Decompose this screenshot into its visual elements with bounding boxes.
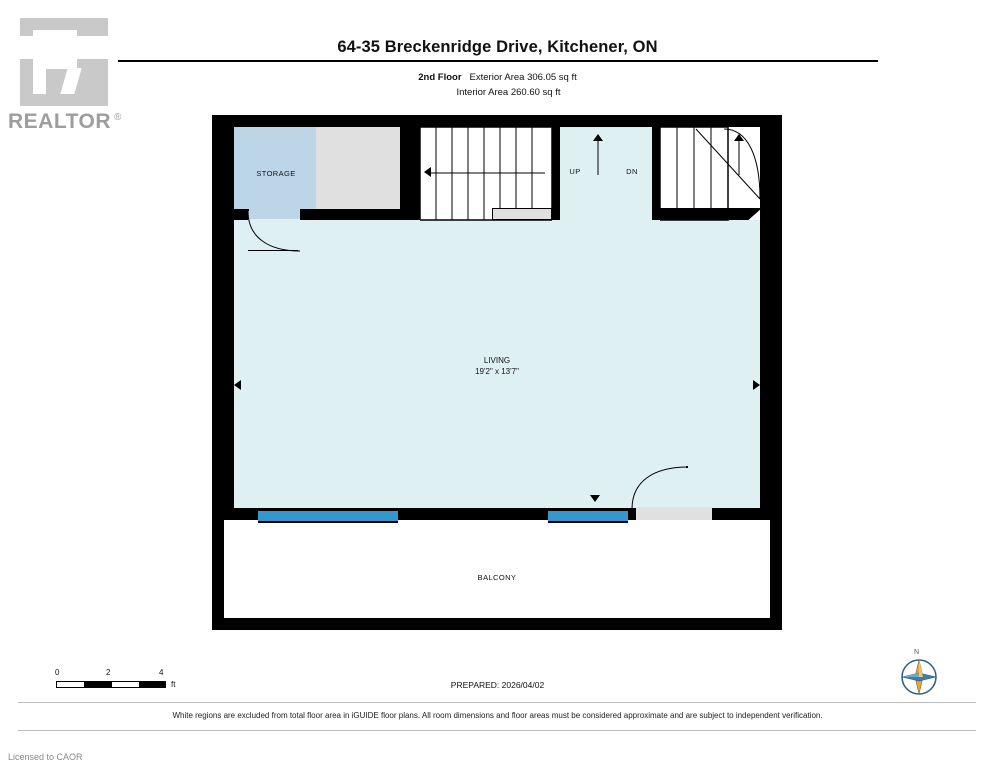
scale-tick-1: 2 [106, 668, 111, 677]
wall-top [212, 115, 782, 127]
entry-landing-wall [660, 208, 728, 220]
compass-north-label: N [914, 649, 920, 656]
interior-area: Interior Area 260.60 sq ft [456, 87, 561, 98]
wall-right [760, 115, 782, 520]
right-wall-marker-icon [753, 380, 760, 390]
compass-icon [896, 652, 942, 698]
bottom-wall-marker-icon [590, 495, 600, 502]
up-arrow-icon [593, 134, 603, 141]
patio-door-swing-icon [626, 463, 702, 513]
exterior-area: Exterior Area 306.05 sq ft [469, 72, 577, 83]
wall-entry-left [652, 127, 660, 220]
window-left [258, 509, 398, 523]
disclaimer-divider-top [18, 702, 976, 703]
wall-left [212, 115, 234, 520]
header-divider [118, 60, 878, 62]
disclaimer-divider-bottom [18, 730, 976, 731]
realtor-wordmark: REALTOR [8, 110, 112, 133]
balcony-fill [224, 520, 770, 618]
up-arrow-line [597, 141, 601, 175]
realtor-registered-mark: ® [114, 112, 122, 123]
stair-landing [492, 208, 552, 220]
wall-balcony-bottom [212, 618, 782, 630]
window-right [548, 509, 628, 523]
compass-rose [896, 649, 942, 698]
entry-up-arrow-line [738, 141, 742, 175]
floor-summary [0, 70, 995, 100]
floorplan-diagram [212, 115, 782, 632]
disclaimer-text: White regions are excluded from total floor area in iGUIDE floor plans. All room dimensions and floor areas must be considered approximate and are subject to independent verification. [172, 711, 823, 720]
scale-unit: ft [171, 680, 176, 689]
wall-closet-bottom [316, 209, 400, 220]
room-dimensions-living: 19'2" x 13'7" [475, 367, 519, 376]
stair-direction-line [427, 171, 545, 175]
left-wall-marker-icon [234, 380, 241, 390]
entry-up-arrow-icon [734, 134, 744, 141]
wall-closet-right [400, 127, 412, 220]
wall-stairs-left [412, 127, 420, 220]
scale-tick-0: 0 [55, 668, 60, 677]
room-label-living [427, 355, 567, 377]
scale-tick-2: 4 [159, 668, 164, 677]
page-title: 64-35 Breckenridge Drive, Kitchener, ON [0, 36, 995, 59]
closet-fill [316, 127, 400, 219]
room-label-balcony: BALCONY [477, 573, 517, 582]
stair-label-up: UP [569, 167, 581, 176]
wall-balcony-left [212, 508, 224, 630]
licensed-to-label: Licensed to CAOR [8, 752, 83, 762]
prepared-date: PREPARED: 2026/04/02 [450, 680, 545, 690]
stair-label-down: DN [626, 167, 638, 176]
wall-balcony-right [770, 508, 782, 630]
room-label-storage: STORAGE [256, 169, 296, 178]
floor-label: 2nd Floor [418, 72, 462, 83]
room-name-living: LIVING [483, 356, 511, 365]
storage-door-icon [242, 207, 306, 255]
